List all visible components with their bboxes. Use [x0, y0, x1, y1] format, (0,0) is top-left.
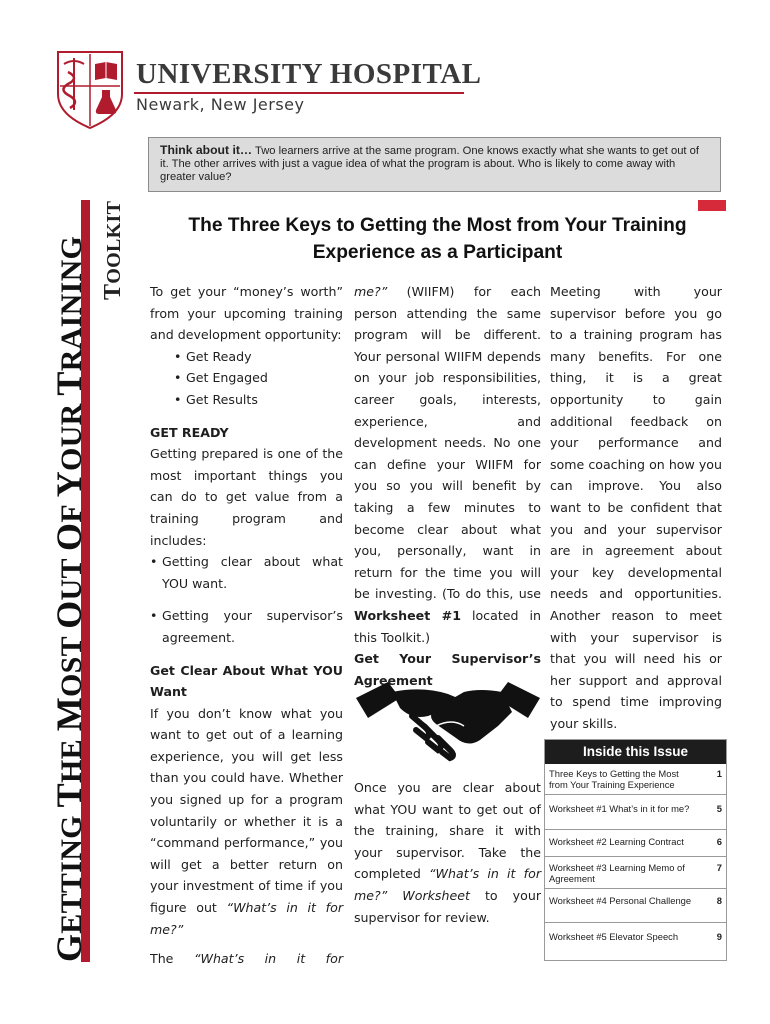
list-item: • Get Ready: [150, 346, 343, 368]
list-item: • Get Engaged: [150, 367, 343, 389]
toc-entry-title: Worksheet #3 Learning Memo of Agreement: [549, 862, 685, 884]
toc-page-number: 8: [716, 895, 722, 906]
get-ready-paragraph: Getting prepared is one of the most important things you can do to get value from a training program and includes:: [150, 446, 343, 548]
clear-paragraph: If you don’t know what you want to get out of a learning experience, you will get less than you could have. Whether you signed up for a program voluntarily or whether it is a “command performance,” you will get a better return on your investment of time if you figure out “What’s in it for me?”: [150, 705, 343, 937]
think-label: Think about it…: [160, 143, 253, 157]
intro-paragraph: To get your “money’s worth” from your upcoming training and development opportunity:: [150, 284, 343, 343]
toc-page-number: 7: [716, 862, 722, 873]
keys-list: [150, 346, 343, 411]
handshake-icon: [352, 668, 544, 764]
organization-location: Newark, New Jersey: [136, 95, 305, 114]
column-2: [354, 281, 541, 691]
list-item: • Getting your supervisor’s agreement.: [150, 605, 343, 648]
title-accent-tab: [698, 200, 726, 211]
think-text: Two learners arrive at the same program. One knows exactly what she wants to get out of it. The other arrives with just a vague idea of what the program is about. Who is likely to come away with greater value?: [160, 145, 699, 183]
toc-page-number: 1: [716, 768, 722, 779]
meeting-paragraph: Meeting with your supervisor before you go to a training program has many benefits. For one thing, it is a great opportunity to gain additional feedback on your performance and some coaching on how you can improve. You also want to be confident that you and your supervisor are in agreement about your key developmental needs and opportunities. Another reason to meet with your supervisor is that you will need his or her support and approval to spend time improving your skills.: [550, 284, 722, 731]
series-title: GETTING THE MOST OUT OF YOUR TRAINING: [49, 235, 89, 962]
inside-this-issue-box: [544, 739, 727, 961]
list-item: • Get Results: [150, 389, 343, 411]
toc-entry-title: Worksheet #5 Elevator Speech: [549, 931, 679, 942]
toc-entry-title: Worksheet #1 What’s in it for me?: [549, 803, 690, 814]
get-ready-list: [150, 551, 343, 648]
think-about-it-box: [148, 137, 721, 192]
book-icon: [95, 62, 117, 80]
inside-issue-title: Inside this Issue: [545, 740, 726, 764]
toc-entry-title: Worksheet #4 Personal Challenge: [549, 895, 692, 906]
header-rule: [134, 92, 464, 94]
toc-entry-title: Three Keys to Getting the Most from Your Training Experience: [549, 768, 679, 790]
column-1: [150, 281, 343, 970]
series-label: TOOLKIT: [100, 200, 126, 300]
list-item: • Getting clear about what YOU want.: [150, 551, 343, 594]
column-3: [550, 281, 722, 734]
supervisor-paragraph: Once you are clear about what YOU want to get out of the training, share it with your supervisor. Take the completed “What’s in it for me?” Worksheet to your supervisor for review.: [354, 780, 541, 925]
get-ready-heading: GET READY: [150, 424, 229, 440]
toc-entry-title: Worksheet #2 Learning Contract: [549, 836, 684, 847]
clear-heading: Get Clear About What YOU Want: [150, 662, 343, 700]
toc-page-number: 6: [716, 836, 722, 847]
organization-name: UNIVERSITY HOSPITAL: [136, 58, 482, 90]
toc-page-number: 5: [716, 803, 722, 814]
wiifm-paragraph: me?” (WIIFM) for each person attending the same program will be different. Your personal WIIFM depends on your job responsibilities, career goals, interests, experience, and development needs. No one can define your WIIFM for you so you will benefit by taking a few minutes to become clear about what you, personally, want in return for the time you will be investing. (To do this, use Worksheet #1 located in this Toolkit.): [354, 284, 542, 645]
column-2-lower: [354, 777, 541, 928]
supervisor-heading: Get Your Supervisor’s Agreement: [354, 651, 541, 688]
wiifm-paragraph-start: The “What’s in it for: [150, 951, 343, 967]
toc-page-number: 9: [716, 931, 722, 942]
hospital-logo: [54, 50, 126, 130]
article-title: The Three Keys to Getting the Most from Your Training Experience as a Participant: [188, 215, 687, 263]
